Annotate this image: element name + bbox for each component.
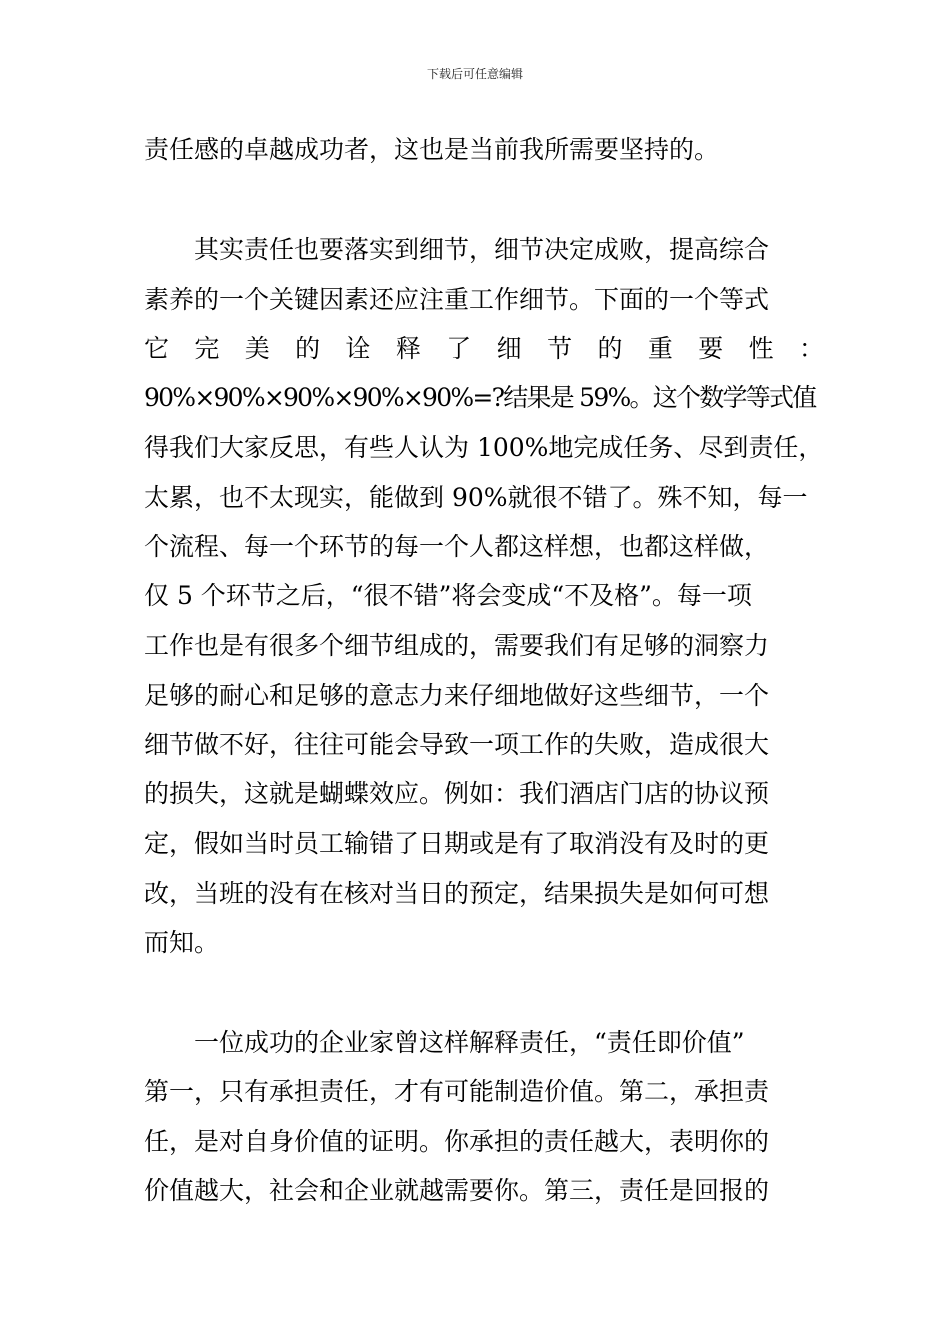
- paragraph-1-line-1: 责任感的卓越成功者，这也是当前我所需要坚持的。: [144, 135, 720, 164]
- paragraph-2-line-9: 工作也是有很多个细节组成的，需要我们有足够的洞察力: [144, 631, 770, 660]
- paragraph-3-line-2: 第一，只有承担责任，才有可能制造价值。第二，承担责: [144, 1077, 770, 1106]
- paragraph-2-line-4: 90%×90%×90%×90%×90%=?结果是 59%。这个数学等式值: [144, 383, 816, 412]
- paragraph-2-line-7: 个流程、每一个环节的每一个人都这样想，也都这样做，: [144, 532, 770, 561]
- page-header-note: 下载后可任意编辑: [426, 67, 523, 81]
- paragraph-2-line-10: 足够的耐心和足够的意志力来仔细地做好这些细节，一个: [144, 681, 770, 710]
- paragraph-3-line-4: 价值越大，社会和企业就越需要你。第三，责任是回报的: [144, 1176, 770, 1205]
- paragraph-2-line-13: 定，假如当时员工输错了日期或是有了取消没有及时的更: [144, 829, 770, 858]
- paragraph-3-line-3: 任，是对自身价值的证明。你承担的责任越大，表明你的: [144, 1127, 770, 1156]
- paragraph-2-line-8: 仅 5 个环节之后，“很不错”将会变成“不及格”。每一项: [144, 581, 752, 610]
- paragraph-2-line-1: 其实责任也要落实到细节，细节决定成败，提高综合: [144, 235, 770, 264]
- paragraph-2-line-15: 而知。: [144, 928, 220, 957]
- paragraph-2-line-11: 细节做不好，往往可能会导致一项工作的失败，造成很大: [144, 730, 770, 759]
- paragraph-2-line-12: 的损失，这就是蝴蝶效应。例如：我们酒店门店的协议预: [144, 779, 770, 808]
- paragraph-2-line-14: 改，当班的没有在核对当日的预定，结果损失是如何可想: [144, 879, 770, 908]
- paragraph-2-line-2: 素养的一个关键因素还应注重工作细节。下面的一个等式: [144, 285, 770, 314]
- paragraph-2-line-6: 太累，也不太现实，能做到 90%就很不错了。殊不知，每一: [144, 483, 808, 512]
- paragraph-2-line-5: 得我们大家反思，有些人认为 100%地完成任务、尽到责任，: [144, 433, 824, 462]
- paragraph-2-line-3: 它完美的诠释了细节的重要性：: [144, 334, 824, 363]
- paragraph-3-line-1: 一位成功的企业家曾这样解释责任，“责任即价值”: [144, 1028, 745, 1057]
